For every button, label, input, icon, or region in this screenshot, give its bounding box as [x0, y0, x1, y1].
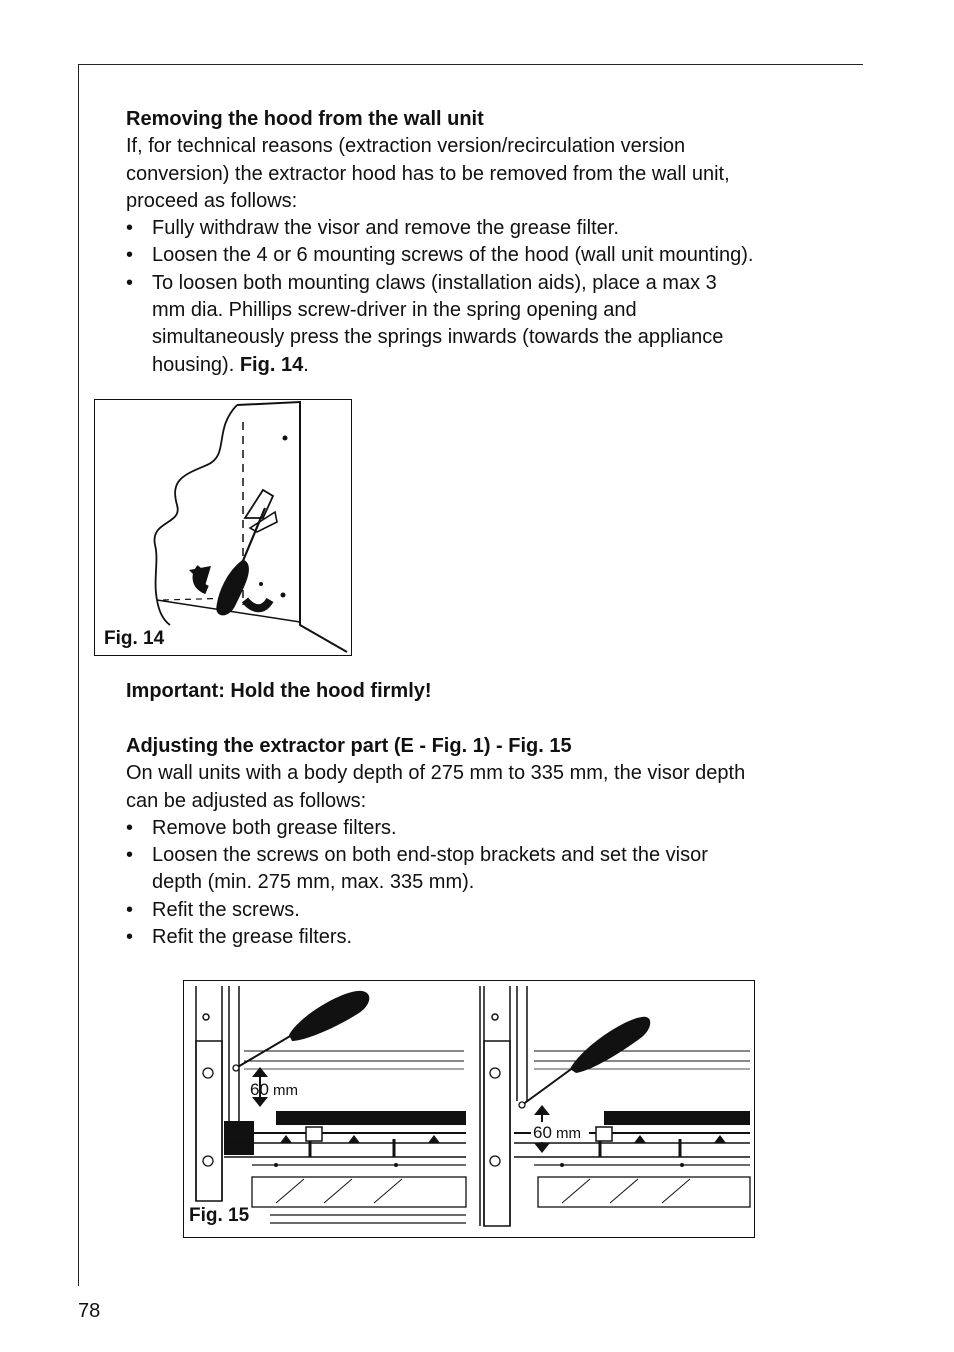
bullet-dot: • — [126, 844, 134, 867]
list-item — [126, 215, 846, 242]
list-item — [126, 270, 846, 379]
dimension-value-left: 60 — [250, 1080, 269, 1099]
bullet-dot: • — [126, 217, 134, 240]
list-item — [126, 842, 846, 897]
list-item — [126, 242, 846, 269]
figure-15-left-panel — [196, 986, 466, 1223]
list-item-text-suffix: . — [303, 353, 309, 376]
list-item-text: simultaneously press the springs inwards (towards the appliance — [152, 326, 724, 349]
section-heading: Removing the hood from the wall unit — [126, 108, 484, 130]
list-item — [126, 897, 846, 924]
intro-line: proceed as follows: — [126, 189, 298, 212]
list-item-text: Loosen the 4 or 6 mounting screws of the hood (wall unit mounting). — [152, 244, 754, 267]
list-item — [126, 815, 846, 842]
list-item-text-prefix: housing). — [152, 353, 240, 376]
list-item-text — [152, 352, 846, 379]
top-rule — [78, 64, 863, 65]
figure-15 — [183, 980, 755, 1238]
list-item-text: Refit the grease filters. — [152, 926, 353, 949]
intro-line: If, for technical reasons (extraction version/recirculation version — [126, 135, 686, 158]
figure-reference: Fig. 14 — [239, 353, 304, 376]
list-item-text: mm dia. Phillips screw-driver in the spring opening and — [152, 299, 637, 322]
list-item-text: depth (min. 275 mm, max. 335 mm). — [152, 871, 475, 894]
list-item-text: To loosen both mounting claws (installation aids), place a max 3 — [152, 271, 717, 294]
intro-line: On wall units with a body depth of 275 mm to 335 mm, the visor depth — [126, 762, 746, 785]
bullet-list — [126, 215, 846, 379]
bullet-dot: • — [126, 898, 134, 921]
bullet-dot: • — [126, 926, 134, 949]
bullet-dot: • — [126, 271, 134, 294]
bullet-dot: • — [126, 816, 134, 839]
bullet-list — [126, 815, 846, 951]
list-item-text: Fully withdraw the visor and remove the grease filter. — [152, 217, 619, 240]
dimension-value-right: 60 — [533, 1123, 552, 1142]
intro-line: conversion) the extractor hood has to be removed from the wall unit, — [126, 162, 730, 185]
list-item-text: Remove both grease filters. — [152, 816, 397, 839]
figure-14-illustration — [95, 400, 350, 654]
section-removing-hood — [126, 106, 846, 379]
page-number: 78 — [78, 1300, 101, 1322]
dimension-unit-right: mm — [556, 1125, 581, 1142]
left-rule — [78, 64, 79, 1286]
intro-line: can be adjusted as follows: — [126, 789, 367, 812]
figure-15-right-panel — [484, 986, 750, 1226]
list-item-text: Refit the screws. — [152, 898, 300, 921]
list-item — [126, 924, 846, 951]
figure-14 — [94, 399, 352, 656]
section-adjusting-extractor — [126, 733, 846, 951]
important-note: Important: Hold the hood firmly! — [126, 680, 432, 702]
dimension-unit-left: mm — [273, 1082, 298, 1099]
list-item-text: Loosen the screws on both end-stop brackets and set the visor — [152, 844, 708, 867]
figure-15-illustration — [184, 981, 753, 1236]
bullet-dot: • — [126, 244, 134, 267]
figure-label: Fig. 15 — [189, 1205, 250, 1226]
section-heading: Adjusting the extractor part (E - Fig. 1) - Fig. 15 — [126, 735, 572, 757]
figure-label: Fig. 14 — [104, 628, 165, 649]
